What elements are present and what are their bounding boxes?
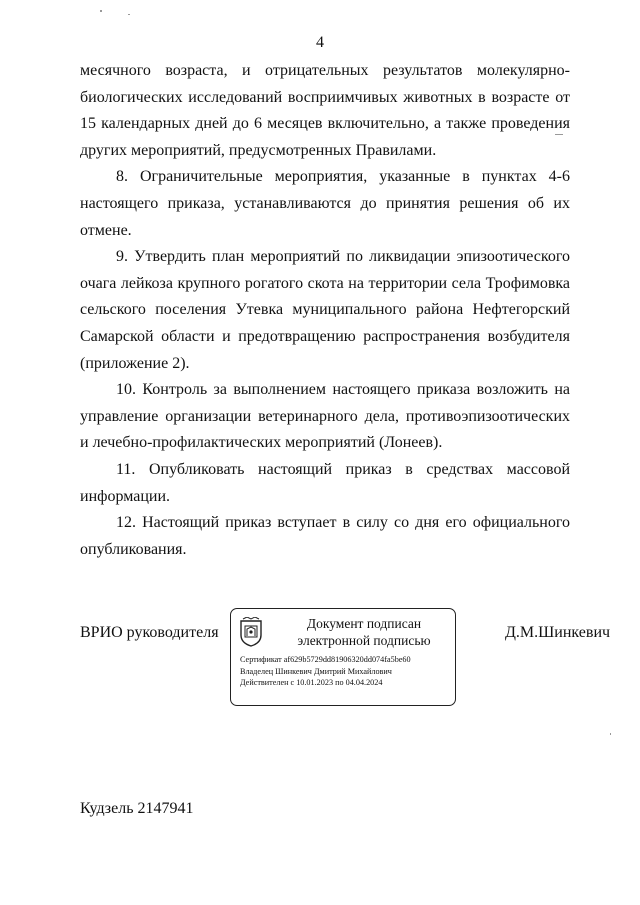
coat-of-arms-icon: [239, 617, 263, 647]
paragraph-item-12: 12. Настоящий приказ вступает в силу со дня его официального опубликования.: [80, 514, 570, 558]
scan-speck: [555, 134, 563, 135]
signature-block: [0, 616, 640, 716]
signer-name: Д.М.Шинкевич: [505, 624, 611, 641]
stamp-title: Документ подписан электронной подписью: [297, 616, 431, 648]
stamp-details: [240, 654, 452, 689]
signer-position: ВРИО руководителя: [80, 624, 219, 641]
paragraph-item-11: 11. Опубликовать настоящий приказ в средствах массовой информации.: [80, 460, 570, 505]
paragraph-item-9: 9. Утвердить план мероприятий по ликвидации эпизоотического очага лейкоза крупного рогатого скота на территории села Трофимовка сельского поселения Утевка муниципального района Нефтегорский Самарской области и предотвращению распространения возбудителя (приложение 2).: [80, 248, 570, 372]
electronic-signature-stamp: [230, 608, 456, 706]
stamp-certificate: Сертификат af629b5729dd81906320dd074fa5be60: [240, 655, 411, 664]
stamp-validity: Действителен с 10.01.2023 по 04.04.2024: [240, 678, 383, 687]
document-body: [80, 58, 570, 563]
scan-speck: [100, 10, 102, 12]
executor-code: Кудзель 2147941: [80, 800, 194, 817]
stamp-owner: Владелец Шинкевич Дмитрий Михайлович: [240, 666, 392, 676]
scan-speck: [128, 14, 130, 15]
scan-speck: [610, 733, 611, 735]
paragraph-continuation: месячного возраста, и отрицательных результатов молекулярно-биологических исследований восприимчивых животных в возрасте от 15 календарных дней до 6 месяцев включительно, а также проведения других мероприятий, предусмотренных Правилами.: [80, 62, 570, 159]
paragraph-item-8: 8. Ограничительные мероприятия, указанные в пунктах 4-6 настоящего приказа, устанавливаются до принятия решения об их отмене.: [80, 168, 570, 239]
page-number: 4: [316, 34, 324, 51]
paragraph-item-10: 10. Контроль за выполнением настоящего приказа возложить на управление организации ветеринарного дела, противоэпизоотических и лечебно-профилактических мероприятий (Лонеев).: [80, 381, 570, 452]
